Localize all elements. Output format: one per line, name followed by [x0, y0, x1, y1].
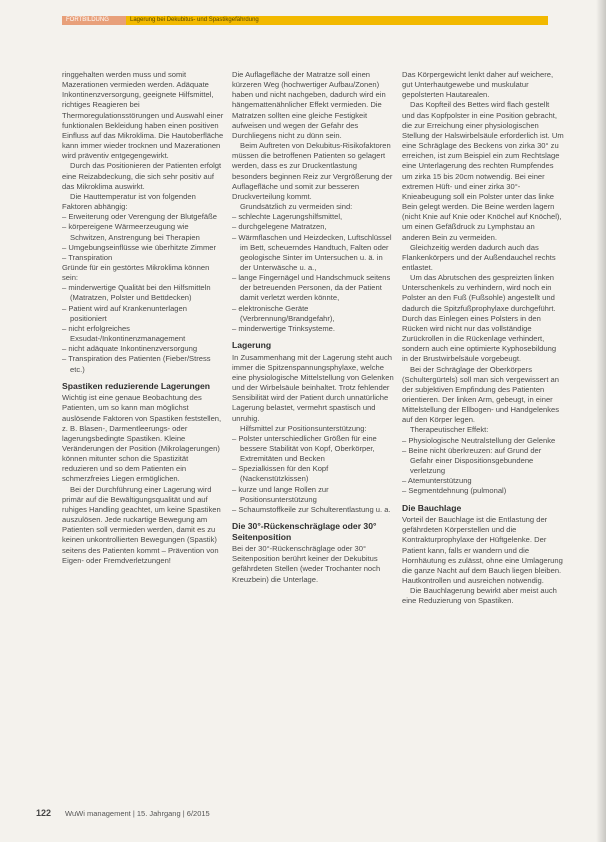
list-item: – Beine nicht überkreuzen: auf Grund der Gefahr einer Dispositionsgebundene verletzung [402, 445, 542, 476]
list-item: – körpereigene Wärmeerzeugung wie Schwitzen, Anstrengung bei Therapien [62, 222, 200, 242]
section-heading: Die Bauchlage [402, 502, 462, 513]
list-item: – Segmentdehnung (pulmonal) [402, 486, 507, 496]
list-item: – Erweiterung oder Verengung der Blutgefäße [62, 212, 217, 222]
list-item: – Schaumstoffkeile zur Schulterentlastung u. a. [232, 504, 391, 514]
list-item: – nicht erfolgreiches Exsudat-/Inkontinenzmanagement [62, 323, 186, 344]
text-column-2 [232, 70, 394, 585]
paragraph: Gründe für ein gestörtes Mikroklima können sein: [62, 262, 210, 283]
list-item: – Transpiration des Patienten (Fieber/Stress etc.) [62, 354, 211, 374]
list-item: – Transpiration [62, 252, 113, 262]
paragraph: Hilfsmittel zur Positionsunterstützung: [240, 423, 367, 433]
paragraph: Bei der Schräglage der Oberkörpers (Schultergürtels) soll man sich vergewissert an der subjektiven Empfindung des Patienten orientieren. Der linken Arm, gebeugt, in einer Mittelstellung der Ellbogen- und Handgelenkes auf den Körper legen. [402, 364, 560, 425]
page-footer [36, 808, 210, 818]
list-item: – Patient wird auf Krankenunterlagen positioniert [62, 303, 187, 323]
list-item: – nicht adäquate Inkontinenzversorgung [62, 344, 198, 354]
page-edge-shadow [596, 0, 606, 842]
section-heading: Die 30°-Rückenschräglage oder 30° Seitenposition [232, 521, 377, 542]
section-heading: Lagerung [232, 340, 272, 351]
paragraph: Durch das Positionieren der Patienten erfolgt eine Reizabdeckung, die sich sehr positiv auf das Mikroklima auswirkt. [62, 161, 222, 191]
paragraph: Therapeutischer Effekt: [410, 425, 489, 435]
list-item: – Umgebungseinflüsse wie überhitzte Zimmer [62, 242, 217, 252]
list-item: – minderwertige Trinksysteme. [232, 323, 335, 333]
paragraph: Vorteil der Bauchlage ist die Entlastung der gefährdeten Körperstellen und die Kontrakturprophylaxe der Hüftgelenke. Der Patient kann, falls er wandern und die Hornhäutung es zulässt, ohne eine Umlagerung die ganze Nacht auf dem Bauch liegen bleiben. Hautkontrollen und ausreichen notwendig. [402, 515, 563, 585]
list-item: – minderwertige Qualität bei den Hilfsmitteln (Matratzen, Polster und Bettdecken) [62, 283, 211, 303]
bullet-list [232, 212, 394, 334]
text-column-3 [402, 70, 564, 606]
bullet-list [62, 283, 224, 374]
paragraph: Das Körpergewicht lenkt daher auf weichere, gut Unterhautgewebe und muskulatur gepolsterten Hautarealen. [402, 70, 554, 100]
paragraph: Wichtig ist eine genaue Beobachtung des Patienten, um so kann man möglichst auslösende Faktoren von Spastiken feststellen, z. B. Blasen-, Darmentleerungs- oder lagerungsbedingte Spastiken. Kleine Veränderungen der Position (Mikrolagerungen) können mitunter schon die Spastizität reduzieren und so dem Patienten ein schmerzfreies Liegen ermöglichen. [62, 393, 222, 484]
list-item: – elektronische Geräte (Verbrennung/Brandgefahr), [232, 303, 335, 323]
journal-info: WuWi management | 15. Jahrgang | 6/2015 [65, 809, 210, 818]
section-tag: FORTBILDUNG [62, 16, 126, 25]
paragraph: Die Auflagefläche der Matratze soll einen kürzeren Weg (hochwertiger Aufbau/Zonen) haben und nicht nachgeben, dadurch wird ein hängemattenähnlicher Effekt vermieden. Die Matratzen sollten eine gleiche Festigkeit aufweisen und wegen der Gefahr des Durchliegens nicht zu dünn sein. [232, 70, 386, 140]
paragraph: ringgehalten werden muss und somit Mazerationen vermieden werden. Adäquate Inkontinenzversorgung, geeignete Hilfsmittel, richtiges Reagieren bei Thermoregulationsstörungen und Auswahl einer funktionalen Bekleidung haben einen positiven Einfluss auf das Mikroklima. Die Hautoberfläche kann immer wieder trocknen und Mazerationen wird präventiv entgegengewirkt. [62, 70, 224, 161]
paragraph: Bei der Durchführung einer Lagerung wird primär auf die Bewältigungsqualität und auf ruhiges Handling geachtet, um keine Spastiken auszulösen. Jede ruckartige Bewegung am Patienten soll vermieden werden, damit es zu keinen unkontrollierten Bewegungen (Spastik) seitens des Patienten kommt – Prävention von Eigen- oder Fremdverletzungen! [62, 484, 221, 565]
paragraph: Bei der 30°-Rückenschräglage oder 30° Seitenposition berührt keiner der Dekubitus gefährdeten Stellen (weder Trochanter noch Kreuzbein) die Unterlage. [232, 544, 381, 584]
section-header [62, 16, 548, 25]
paragraph: Die Hauttemperatur ist von folgenden Faktoren abhängig: [62, 191, 196, 212]
paragraph: Grundsätzlich zu vermeiden sind: [240, 202, 353, 212]
section-heading: Spastiken reduzierende Lagerungen [62, 380, 211, 391]
list-item: – durchgelegene Matratzen, [232, 222, 327, 232]
list-item: – Spezialkissen für den Kopf (Nackenstützkissen) [232, 464, 329, 484]
bullet-list [62, 212, 224, 263]
list-item: – Wärmflaschen und Heizdecken, Luftschlüssel im Bett, scheuerndes Handtuch, Falten oder geologische Sinter im Untersuchen u. ä. in der Unterwäsche u. a., [232, 232, 392, 272]
text-column-1 [62, 70, 224, 566]
list-item: – lange Fingernägel und Handschmuck seitens der betreuenden Personen, da der Patient damit verletzt werden könnte, [232, 273, 391, 303]
page-number: 122 [36, 808, 52, 818]
paragraph: Die Bauchlagerung bewirkt aber meist auch eine Reduzierung von Spastiken. [402, 586, 557, 606]
section-title: Lagerung bei Dekubitus- und Spastikgefährdung [126, 16, 548, 25]
list-item: – schlechte Lagerungshilfsmittel, [232, 212, 343, 222]
paragraph: Das Kopfteil des Bettes wird flach gestellt und das Kopfpolster in eine Position gebracht, die zur Erreichung einer physiologischen Stellung der Halswirbelsäule erforderlich ist. Um eine Schräglage des Beckens von zirka 30° zu erreichen, ist zum Beispiel ein zum Rechtslage eine Unterlagerung des rechten Rumpfendes um zirka 15 bis 20cm notwendig. Bei einer extremen Hüft- und einer zirka 30°-Knieabeugung soll ein Polster unter das linke Bein gelegt werden. Die Beine werden lagern (nicht Knie auf Knie oder Knöchel auf Knöchel), um einen Gefäßdruck zu Lymphstau an anderen Bein zu vermeiden. [402, 100, 564, 242]
bullet-list [402, 436, 564, 497]
list-item: – Physiologische Neutralstellung der Gelenke [402, 435, 556, 445]
list-item: – Atemunterstützung [402, 476, 472, 486]
paragraph: Um das Abrutschen des gespreizten linken Unterschenkels zu verhindern, wird noch ein Polster an den Fuß (Fußsohle) angestellt und dadurch die Spitzfußprophylaxe durchgeführt. Durch das Einlegen eines Polsters in den Rücken wird nicht nur das vollständige Zurückrollen in die Rückenlage verhindert, sondern auch eine optimierte Kyphosebildung in der Brustwirbelsäule vorgebeugt. [402, 273, 557, 364]
list-item: – kurze und lange Rollen zur Positionsunterstützung [232, 484, 329, 504]
list-item: – Polster unterschiedlicher Größen für eine bessere Stabilität von Kopf, Oberkörper, Extremitäten und Becken [232, 433, 377, 464]
paragraph: Beim Auftreten von Dekubitus-Risikofaktoren müssen die betroffenen Patienten so gelagert werden, dass es zur Druckentlastung besonders beginnen Reiz zur Vergrößerung der Auflagefläche und somit zur besseren Druckverteilung kommt. [232, 141, 393, 201]
paragraph: Gleichzeitig werden dadurch auch das Flankenkörpers und der Außendauchel rechts entlastet. [402, 242, 556, 272]
bullet-list [232, 434, 394, 515]
paragraph: In Zusammenhang mit der Lagerung steht auch immer die Spitzenspannungsphylaxe, welche eine physiologische Mittelstellung von Gelenken und der Wirbelsäule beinhaltet. Trotz fehlender Sensibilität wird der Patient durch unnatürliche Lagerung belastet, vermehrt spastisch und unruhig. [232, 352, 394, 423]
